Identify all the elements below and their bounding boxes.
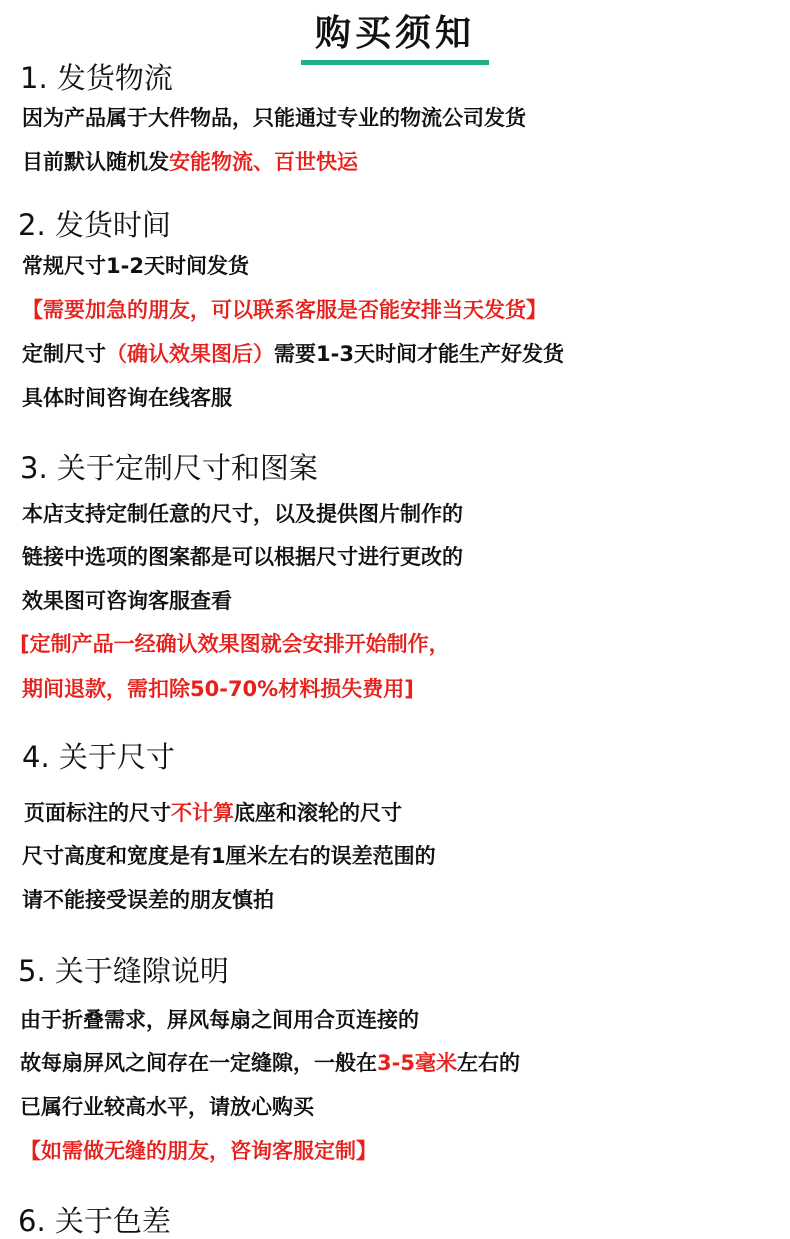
section-4-line-3: 请不能接受误差的朋友慎拍 bbox=[22, 888, 274, 912]
section-2-line-1: 常规尺寸1-2天时间发货 bbox=[22, 254, 249, 278]
section-5-line-3: 已属行业较高水平，请放心购买 bbox=[20, 1095, 314, 1119]
section-3-line-3: 效果图可咨询客服查看 bbox=[22, 589, 232, 613]
section-5-line-1: 由于折叠需求，屏风每扇之间用合页连接的 bbox=[20, 1008, 419, 1032]
section-1-line-1: 因为产品属于大件物品，只能通过专业的物流公司发货 bbox=[22, 106, 526, 130]
section-3-heading: 3. 关于定制尺寸和图案 bbox=[20, 451, 318, 485]
section-2-line-4: 具体时间咨询在线客服 bbox=[22, 386, 232, 410]
section-5-heading: 5. 关于缝隙说明 bbox=[18, 954, 229, 988]
section-2-line-3-pre: 定制尺寸 bbox=[22, 342, 106, 366]
gap-size-highlight: 3-5毫米 bbox=[377, 1051, 457, 1075]
title-wrap bbox=[0, 12, 790, 65]
section-5-line-2-pre: 故每扇屏风之间存在一定缝隙，一般在 bbox=[20, 1051, 377, 1075]
section-2-line-3 bbox=[22, 340, 564, 368]
section-4-line-2: 尺寸高度和宽度是有1厘米左右的误差范围的 bbox=[22, 844, 436, 868]
confirm-preview-note: （确认效果图后） bbox=[106, 342, 274, 366]
section-6-heading: 6. 关于色差 bbox=[18, 1204, 171, 1238]
section-4-line-1-pre: 页面标注的尺寸 bbox=[24, 801, 171, 825]
section-5-seamless-note: 【如需做无缝的朋友，咨询客服定制】 bbox=[20, 1139, 377, 1163]
section-5-line-2 bbox=[20, 1049, 520, 1077]
section-4-heading: 4. 关于尺寸 bbox=[22, 740, 175, 774]
page-title: 购买须知 bbox=[301, 12, 489, 65]
section-4-line-1 bbox=[24, 799, 402, 827]
logistics-highlight: 安能物流、百世快运 bbox=[169, 150, 358, 174]
section-1-line-2 bbox=[22, 148, 358, 176]
section-2-line-3-post: 需要1-3天时间才能生产好发货 bbox=[274, 342, 564, 366]
section-3-line-1: 本店支持定制任意的尺寸，以及提供图片制作的 bbox=[22, 502, 463, 526]
section-3-warning-line-1: [定制产品一经确认效果图就会安排开始制作， bbox=[20, 632, 450, 656]
section-1-heading: 1. 发货物流 bbox=[20, 61, 173, 95]
not-counted-highlight: 不计算 bbox=[171, 801, 234, 825]
section-2-urgent-note: 【需要加急的朋友，可以联系客服是否能安排当天发货】 bbox=[22, 298, 547, 322]
section-2-heading: 2. 发货时间 bbox=[18, 208, 171, 242]
section-4-line-1-post: 底座和滚轮的尺寸 bbox=[234, 801, 402, 825]
section-5-line-2-post: 左右的 bbox=[456, 1051, 520, 1075]
section-1-line-2-text: 目前默认随机发 bbox=[22, 150, 169, 174]
section-3-line-2: 链接中选项的图案都是可以根据尺寸进行更改的 bbox=[22, 545, 463, 569]
section-3-warning-line-2: 期间退款，需扣除50-70%材料损失费用] bbox=[22, 677, 414, 701]
